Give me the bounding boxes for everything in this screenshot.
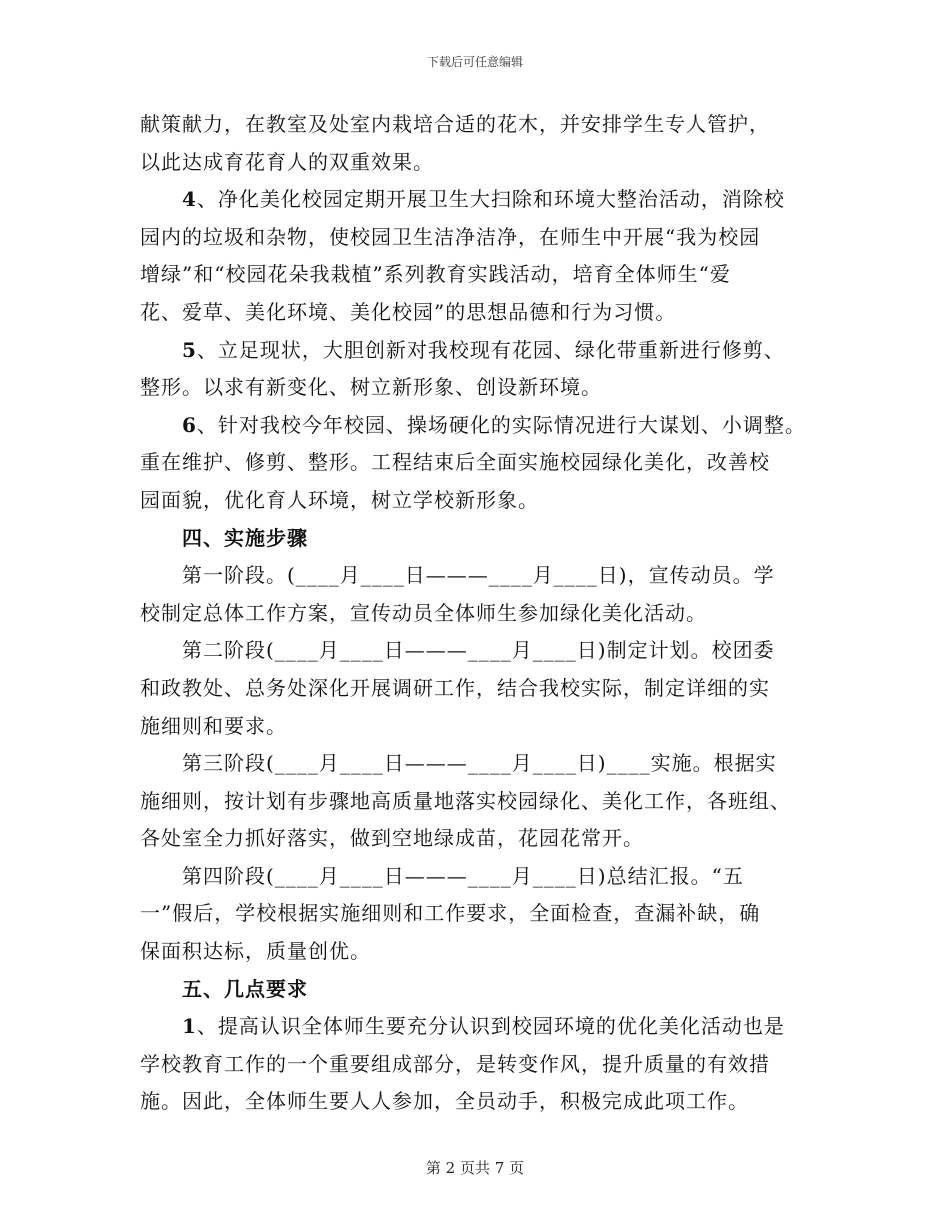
page-footer: 第 2 页共 7 页	[425, 1159, 525, 1177]
item-number: 6	[182, 412, 197, 437]
body-line: 施。因此，全体师生要人人参加，全员动手，积极完成此项工作。	[140, 1089, 749, 1114]
body-line: 一”假后，学校根据实施细则和工作要求，全面检查，查漏补缺，确	[140, 901, 761, 926]
body-line: 以此达成育花育人的双重效果。	[140, 149, 434, 174]
body-line: 献策献力，在教室及处室内栽培合适的花木，并安排学生专人管护，	[140, 112, 770, 136]
paragraph-first-line	[140, 1008, 840, 1046]
body-line: 施细则和要求。	[140, 713, 287, 738]
paragraph-text: 、提高认识全体师生要充分认识到校园环境的优化美化活动也是	[196, 1014, 785, 1039]
body-line: 花、爱草、美化环境、美化校园”的思想品德和行为习惯。	[140, 299, 677, 324]
body-line: 和政教处、总务处深化开展调研工作，结合我校实际，制定详细的实	[140, 675, 770, 700]
body-line: 学校教育工作的一个重要组成部分，是转变作风，提升质量的有效措	[140, 1051, 770, 1076]
paragraph-first-line	[140, 407, 840, 445]
paragraph-first-line: 第一阶段。(____月____日———____月____日)，宣传动员。学	[182, 563, 775, 588]
paragraph-text: 、立足现状，大胆创新对我校现有花园、绿化带重新进行修剪、	[196, 337, 785, 362]
body-line: 校制定总体工作方案，宣传动员全体师生参加绿化美化活动。	[140, 600, 707, 625]
section-heading: 四、实施步骤	[182, 525, 308, 550]
page-header: 下载后可任意编辑	[426, 55, 523, 69]
item-number: 1	[182, 1014, 197, 1039]
paragraph-text: 、针对我校今年校园、操场硬化的实际情况进行大谋划、小调整。	[196, 412, 806, 437]
body-line: 施细则，按计划有步骤地高质量地落实校园绿化、美化工作，各班组、	[140, 788, 791, 813]
item-number: 5	[182, 337, 197, 362]
document-body	[140, 106, 840, 1121]
paragraph-first-line	[140, 181, 840, 219]
paragraph-first-line: 第四阶段(____月____日———____月____日)总结汇报。“五	[182, 863, 744, 888]
body-line: 整形。以求有新变化、树立新形象、创设新环境。	[140, 375, 602, 400]
section-heading: 五、几点要求	[182, 976, 308, 1001]
body-line: 园面貌，优化育人环境，树立学校新形象。	[140, 487, 539, 512]
item-number: 4	[182, 187, 197, 212]
body-line: 各处室全力抓好落实，做到空地绿成苗，花园花常开。	[140, 826, 644, 851]
body-line: 保面积达标，质量创优。	[140, 939, 371, 964]
paragraph-first-line: 第二阶段(____月____日———____月____日)制定计划。校团委	[182, 638, 775, 663]
paragraph-first-line: 第三阶段(____月____日———____月____日)____实施。根据实	[182, 751, 777, 776]
body-line: 重在维护、修剪、整形。工程结束后全面实施校园绿化美化，改善校	[140, 450, 770, 475]
body-line: 园内的垃圾和杂物，使校园卫生洁净洁净，在师生中开展“我为校园	[140, 224, 761, 249]
paragraph-first-line	[140, 332, 840, 370]
paragraph-text: 、净化美化校园定期开展卫生大扫除和环境大整治活动，消除校	[196, 187, 785, 212]
body-line: 增绿”和“校园花朵我栽植”系列教育实践活动，培育全体师生“爱	[140, 262, 731, 287]
